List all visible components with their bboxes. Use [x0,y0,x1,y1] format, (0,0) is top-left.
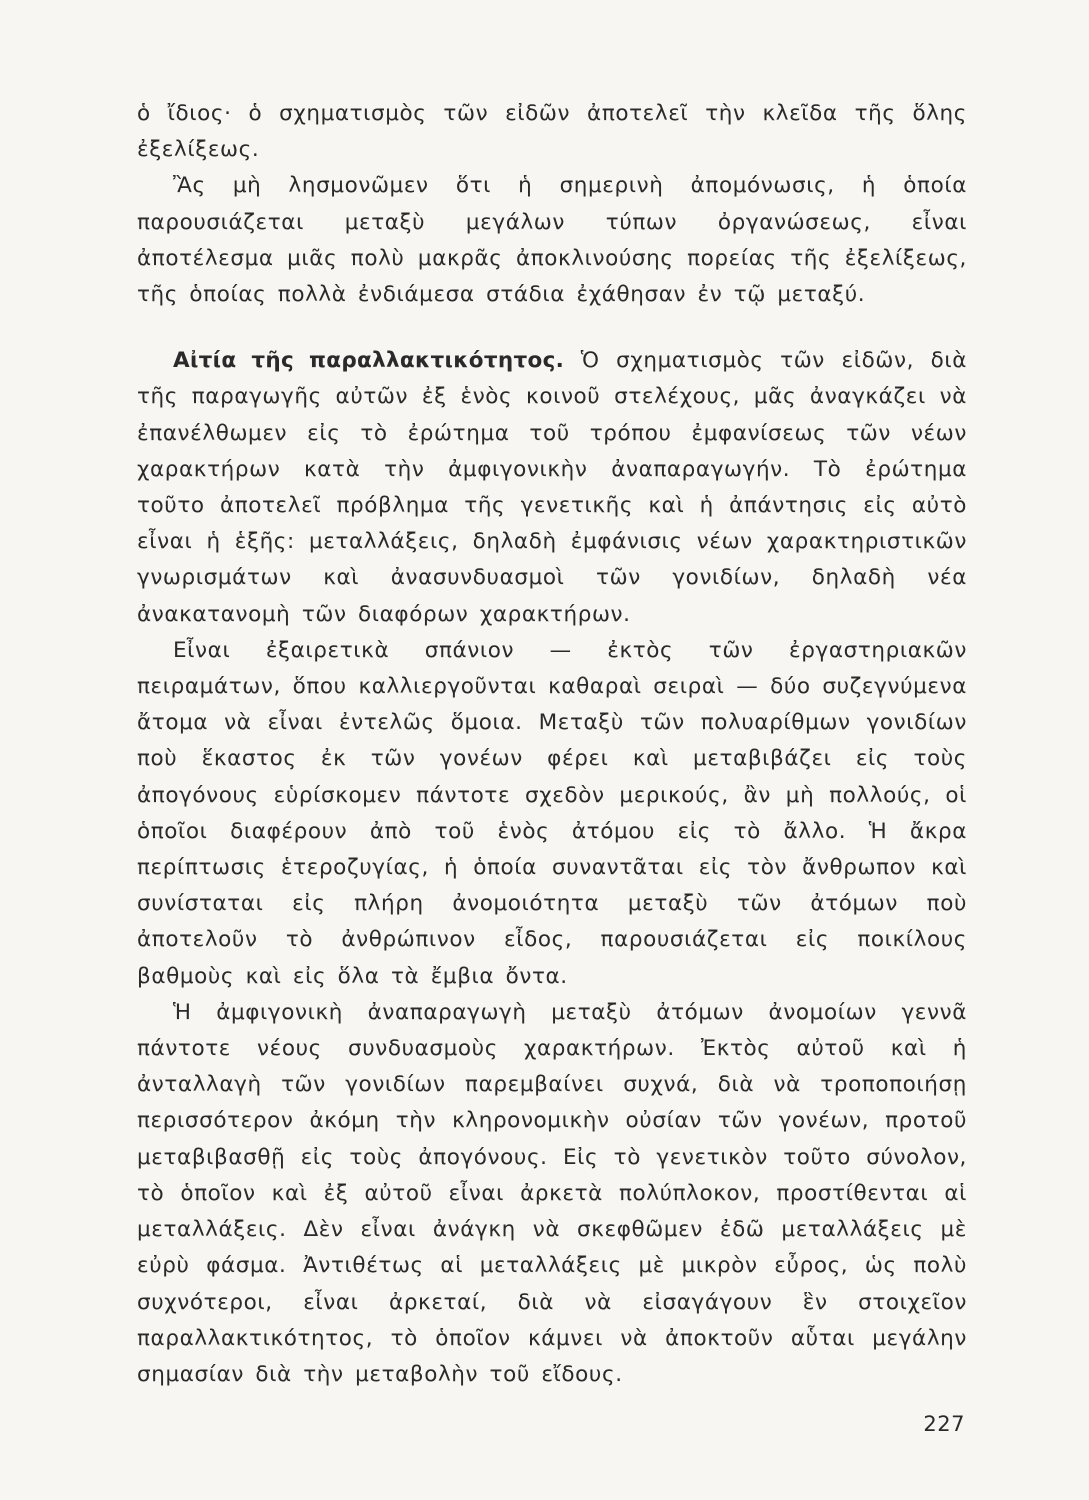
paragraph-1: ὁ ἴδιος· ὁ σχηματισμὸς τῶν εἰδῶν ἀποτελεῖ τὴν κλεῖδα τῆς ὅλης ἐξελίξεως. [137,101,967,163]
paragraph-3 [137,343,967,633]
paragraph-4: Εἶναι ἐξαιρετικὰ σπάνιον — ἐκτὸς τῶν ἐργαστηριακῶν πειραμάτων, ὅπου καλλιεργοῦνται καθαραὶ σειραὶ — δύο συζεγνύμενα ἄτομα νὰ εἶναι ἐντελῶς ὅμοια. Μεταξὺ τῶν πολυαρίθμων γονιδίων ποὺ ἕκαστος ἐκ τῶν γονέων φέρει καὶ μεταβιβάζει εἰς τοὺς ἀπογόνους εὑρίσκομεν πάντοτε σχεδὸν μερικούς, ἂν μὴ πολλούς, οἱ ὁποῖοι διαφέρουν ἀπὸ τοῦ ἑνὸς ἀτόμου εἰς τὸ ἄλλο. Ἡ ἄκρα περίπτωσις ἑτεροζυγίας, ἡ ὁποία συναντᾶται εἰς τὸν ἄνθρωπον καὶ συνίσταται εἰς πλήρη ἀνομοιότητα μεταξὺ τῶν ἀτόμων ποὺ ἀποτελοῦν τὸ ἀνθρώπινον εἶδος, παρουσιάζεται εἰς ποικίλους βαθμοὺς καὶ εἰς ὅλα τὰ ἔμβια ὄντα. [137,637,967,989]
page-number: 227 [923,1412,965,1436]
paragraph-2: Ἂς μὴ λησμονῶμεν ὅτι ἡ σημερινὴ ἀπομόνωσις, ἡ ὁποία παρουσιάζεται μεταξὺ μεγάλων τύπων ὀργανώσεως, εἶναι ἀποτέλεσμα μιᾶς πολὺ μακρᾶς ἀποκλινούσης πορείας τῆς ἐξελίξεως, τῆς ὁποίας πολλὰ ἐνδιάμεσα στάδια ἐχάθησαν ἐν τῷ μεταξύ. [137,173,967,308]
section-heading: Αἰτία τῆς παραλλακτικότητος. [173,348,565,374]
paragraph-5: Ἡ ἀμφιγονικὴ ἀναπαραγωγὴ μεταξὺ ἀτόμων ἀνομοίων γεννᾶ πάντοτε νέους συνδυασμοὺς χαρακτήρων. Ἐκτὸς αὐτοῦ καὶ ἡ ἀνταλλαγὴ τῶν γονιδίων παρεμβαίνει συχνά, διὰ νὰ τροποποιήσῃ περισσότερον ἀκόμη τὴν κληρονομικὴν οὐσίαν τῶν γονέων, προτοῦ μεταβιβασθῇ εἰς τοὺς ἀπογόνους. Εἰς τὸ γενετικὸν τοῦτο σύνολον, τὸ ὁποῖον καὶ ἐξ αὐτοῦ εἶναι ἀρκετὰ πολύπλοκον, προστίθενται αἱ μεταλλάξεις. Δὲν εἶναι ἀνάγκη νὰ σκεφθῶμεν ἐδῶ μεταλλάξεις μὲ εὐρὺ φάσμα. Ἀντιθέτως αἱ μεταλλάξεις μὲ μικρὸν εὖρος, ὡς πολὺ συχνότεροι, εἶναι ἀρκεταί, διὰ νὰ εἰσαγάγουν ἓν στοιχεῖον παραλλακτικότητος, τὸ ὁποῖον κάμνει νὰ ἀποκτοῦν αὗται μεγάλην σημασίαν διὰ τὴν μεταβολὴν τοῦ εἴδους. [137,999,967,1387]
paragraph-3-text: Ὁ σχηματισμὸς τῶν εἰδῶν, διὰ τῆς παραγωγῆς αὐτῶν ἐξ ἑνὸς κοινοῦ στελέχους, μᾶς ἀναγκάζει νὰ ἐπανέλθωμεν εἰς τὸ ἐρώτημα τοῦ τρόπου ἐμφανίσεως τῶν νέων χαρακτήρων κατὰ τὴν ἀμφιγονικὴν ἀναπαραγωγήν. Τὸ ἐρώτημα τοῦτο ἀποτελεῖ πρόβλημα τῆς γενετικῆς καὶ ἡ ἀπάντησις εἰς αὐτὸ εἶναι ἡ ἑξῆς: μεταλλάξεις, δηλαδὴ ἐμφάνισις νέων χαρακτηριστικῶν γνωρισμάτων καὶ ἀνασυνδυασμοὶ τῶν γονιδίων, δηλαδὴ νέα ἀνακατανομὴ τῶν διαφόρων χαρακτήρων. [137,348,967,627]
page-body [137,96,967,1393]
